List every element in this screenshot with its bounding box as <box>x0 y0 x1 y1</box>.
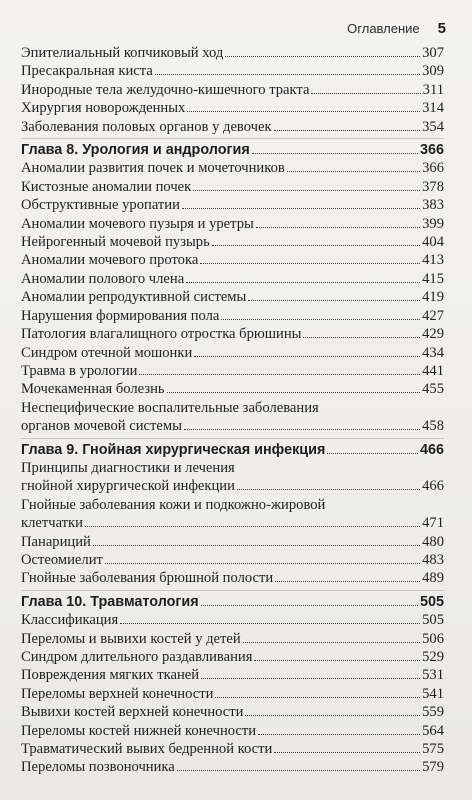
toc-entry <box>21 118 444 136</box>
toc-entry-title: органов мочевой системы <box>21 418 182 435</box>
toc-entry-page: 458 <box>422 418 444 435</box>
dot-leader <box>258 734 420 735</box>
toc-entry-title: Аномалии мочевого протока <box>21 252 199 269</box>
dot-leader <box>245 715 420 716</box>
toc-entry-page: 575 <box>422 741 444 758</box>
toc-entry-page: 307 <box>422 45 444 61</box>
toc-entry <box>21 417 444 435</box>
toc-entry-page: 471 <box>422 515 444 532</box>
dot-leader <box>93 545 420 546</box>
toc-entry <box>21 251 444 269</box>
dot-leader <box>252 153 418 154</box>
toc-entry <box>21 215 444 233</box>
toc-entry-page: 309 <box>422 63 444 80</box>
toc-entry-page: 413 <box>422 252 444 269</box>
toc-entry-page: 429 <box>422 326 444 343</box>
toc-entry <box>21 362 444 380</box>
toc-entry-title-line1: Принципы диагностики и лечения <box>21 459 235 476</box>
toc-entry-title: клетчатки <box>21 515 83 532</box>
toc-entry <box>21 178 444 196</box>
toc-entry-title: Нейрогенный мочевой пузырь <box>21 234 210 251</box>
dot-leader <box>85 526 420 527</box>
toc-entry-page: 541 <box>422 685 444 702</box>
toc-entry <box>21 630 444 648</box>
toc-entry <box>21 533 444 551</box>
toc-entry <box>21 722 444 740</box>
chapter-separator <box>21 590 444 591</box>
toc-entry-page: 559 <box>422 704 444 721</box>
toc-chapter-page: 466 <box>419 441 444 458</box>
toc-chapter-title: Глава 10. Травматология <box>21 593 199 610</box>
dot-leader <box>184 429 420 430</box>
dot-leader <box>187 111 420 112</box>
toc-entry <box>21 648 444 666</box>
dot-leader <box>287 171 420 172</box>
toc-entry <box>21 551 444 569</box>
toc-entry-title-line1: Неспецифические воспалительные заболевания <box>21 399 319 416</box>
toc-entry <box>21 99 444 117</box>
toc-entry-title: Инородные тела желудочно-кишечного тракта <box>21 81 310 98</box>
toc-entry-multiline <box>21 459 444 496</box>
toc-entry-page: 314 <box>422 100 444 117</box>
toc-entry-title: Переломы костей нижней конечности <box>21 722 257 739</box>
chapter-separator <box>21 138 444 139</box>
dot-leader <box>212 245 420 246</box>
toc-entry-title: Переломы позвоночника <box>21 759 175 776</box>
toc-entry <box>21 81 444 99</box>
toc-entry-title: Переломы и вывихи костей у детей <box>21 630 241 647</box>
toc-entry-title: Панариций <box>21 533 91 550</box>
toc-entry <box>21 740 444 758</box>
toc-entry-page: 311 <box>422 81 444 98</box>
toc-entry-page: 489 <box>422 570 444 587</box>
page-number: 5 <box>437 20 446 37</box>
toc-entry-title-line1: Гнойные заболевания кожи и подкожно-жировой <box>21 496 326 513</box>
dot-leader <box>215 697 420 698</box>
toc-chapter-heading <box>21 441 444 459</box>
toc-entry-page: 419 <box>422 289 444 306</box>
dot-leader <box>275 581 420 582</box>
toc-entry <box>21 344 444 362</box>
toc-entry-title: Синдром длительного раздавливания <box>21 649 253 665</box>
toc-entry-title: гнойной хирургической инфекции <box>21 478 235 495</box>
dot-leader <box>237 489 420 490</box>
toc-entry-page: 383 <box>422 197 444 214</box>
toc-entry-title: Мочекаменная болезнь <box>21 381 165 398</box>
toc-entry-title: Патология влагалищного отростка брюшины <box>21 326 302 343</box>
dot-leader <box>221 319 420 320</box>
toc-entry-page: 427 <box>422 307 444 324</box>
toc-entry <box>21 233 444 251</box>
dot-leader <box>274 752 420 753</box>
toc-entry <box>21 514 444 532</box>
toc-entry-title: Классификация <box>21 612 119 629</box>
chapter-separator <box>21 438 444 439</box>
toc-entry-page: 455 <box>422 381 444 398</box>
toc-entry-page: 415 <box>422 270 444 287</box>
toc-entry-title: Переломы верхней конечности <box>21 685 214 702</box>
toc-chapter-page: 366 <box>419 142 444 159</box>
toc-entry-title: Травматический вывих бедренной кости <box>21 741 273 758</box>
toc-entry-page: 354 <box>422 118 444 135</box>
toc-entry-title: Аномалии полового члена <box>21 270 185 287</box>
toc-chapter-title: Глава 8. Урология и андрология <box>21 142 250 159</box>
toc-entry-title: Пресакральная киста <box>21 63 153 80</box>
dot-leader <box>194 356 420 357</box>
toc-entry-title: Эпителиальный копчиковый ход <box>21 45 224 61</box>
dot-leader <box>177 770 420 771</box>
toc-entry <box>21 569 444 587</box>
dot-leader <box>155 74 420 75</box>
toc-entry-page: 579 <box>422 759 444 776</box>
toc-entry-title: Обструктивные уропатии <box>21 197 180 214</box>
dot-leader <box>311 93 420 94</box>
running-head <box>347 20 446 37</box>
toc-entry-page: 434 <box>422 344 444 361</box>
toc-entry-page: 466 <box>422 478 444 495</box>
toc-entry <box>21 703 444 721</box>
dot-leader <box>105 563 420 564</box>
toc-entry <box>21 325 444 343</box>
dot-leader <box>225 56 420 57</box>
table-of-contents <box>21 44 444 777</box>
toc-entry-page: 378 <box>422 178 444 195</box>
dot-leader <box>200 263 420 264</box>
toc-chapter-heading <box>21 141 444 159</box>
dot-leader <box>193 190 420 191</box>
dot-leader <box>139 374 420 375</box>
dot-leader <box>167 392 421 393</box>
toc-entry <box>21 758 444 776</box>
toc-entry-page: 529 <box>422 649 444 665</box>
toc-entry-title: Аномалии репродуктивной системы <box>21 289 247 306</box>
toc-entry-title: Кистозные аномалии почек <box>21 178 192 195</box>
running-title: Оглавление <box>347 21 420 36</box>
toc-entry <box>21 477 444 495</box>
toc-entry-title: Синдром отечной мошонки <box>21 344 193 361</box>
toc-entry <box>21 666 444 684</box>
toc-entry-title: Аномалии мочевого пузыря и уретры <box>21 215 254 232</box>
toc-entry <box>21 380 444 398</box>
toc-entry <box>21 685 444 703</box>
toc-entry-page: 441 <box>422 362 444 379</box>
toc-entry <box>21 62 444 80</box>
dot-leader <box>182 208 420 209</box>
dot-leader <box>243 642 420 643</box>
toc-entry-page: 480 <box>422 533 444 550</box>
toc-entry-page: 404 <box>422 234 444 251</box>
toc-entry-page: 505 <box>422 612 444 629</box>
toc-entry-title: Нарушения формирования пола <box>21 307 220 324</box>
toc-entry <box>21 288 444 306</box>
toc-entry-title: Травма в урологии <box>21 362 138 379</box>
dot-leader <box>120 623 420 624</box>
toc-chapter-heading <box>21 593 444 611</box>
dot-leader <box>327 453 418 454</box>
toc-entry <box>21 44 444 62</box>
toc-chapter-title: Глава 9. Гнойная хирургическая инфекция <box>21 441 326 458</box>
toc-entry-page: 483 <box>422 551 444 568</box>
toc-entry-multiline <box>21 399 444 436</box>
toc-entry <box>21 307 444 325</box>
toc-entry-title: Хирургия новорожденных <box>21 100 186 117</box>
toc-entry-multiline <box>21 496 444 533</box>
toc-entry-title: Гнойные заболевания брюшной полости <box>21 570 274 587</box>
dot-leader <box>201 605 418 606</box>
toc-chapter-page: 505 <box>419 593 444 610</box>
dot-leader <box>201 678 420 679</box>
dot-leader <box>256 227 420 228</box>
toc-entry <box>21 196 444 214</box>
dot-leader <box>254 660 420 661</box>
toc-entry-page: 531 <box>422 667 444 684</box>
toc-entry <box>21 270 444 288</box>
dot-leader <box>303 337 420 338</box>
toc-entry-title: Вывихи костей верхней конечности <box>21 704 244 721</box>
toc-entry-title: Остеомиелит <box>21 551 103 568</box>
toc-entry-title: Повреждения мягких тканей <box>21 667 200 684</box>
toc-entry-page: 564 <box>422 722 444 739</box>
toc-entry-title: Аномалии развития почек и мочеточников <box>21 160 285 177</box>
toc-entry-title: Заболевания половых органов у девочек <box>21 118 272 135</box>
toc-entry-page: 506 <box>422 630 444 647</box>
dot-leader <box>248 300 420 301</box>
toc-entry <box>21 611 444 629</box>
toc-entry-page: 366 <box>422 160 444 177</box>
dot-leader <box>274 130 421 131</box>
toc-entry-page: 399 <box>422 215 444 232</box>
dot-leader <box>186 282 420 283</box>
toc-entry <box>21 159 444 177</box>
